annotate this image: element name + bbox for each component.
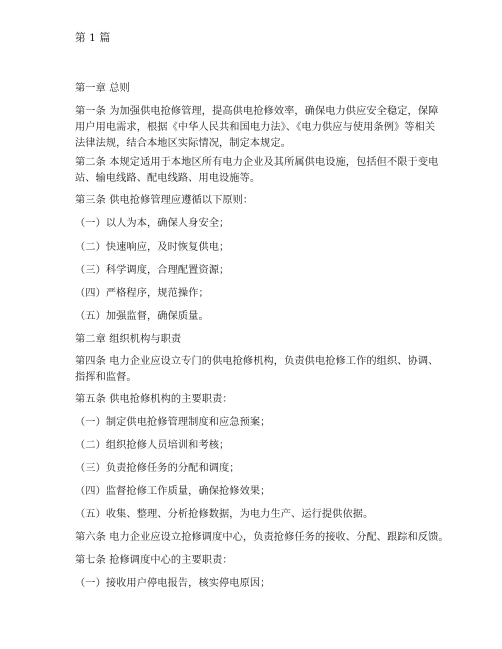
article-1-line-1: 第一条 为加强供电抢修管理，提高供电抢修效率，确保电力供应安全稳定，保障 bbox=[75, 106, 439, 117]
article-1-line-3: 法律法规，结合本地区实际情况，制定本规定。 bbox=[75, 138, 292, 149]
article-7-title: 第七条 抢修调度中心的主要职责： bbox=[75, 555, 233, 566]
article-4-line-2: 指挥和监督。 bbox=[75, 372, 137, 383]
document-heading: 第 1 篇 bbox=[75, 32, 111, 44]
article-4-line-1: 第四条 电力企业应设立专门的供电抢修机构，负责供电抢修工作的组织、协调、 bbox=[75, 356, 439, 367]
article-5-item-2: （二）组织抢修人员培训和考核； bbox=[75, 440, 230, 451]
article-5-item-1: （一）制定供电抢修管理制度和应急预案； bbox=[75, 417, 271, 428]
article-5-title: 第五条 供电抢修机构的主要职责： bbox=[75, 394, 233, 405]
article-3-item-2: （二）快速响应，及时恢复供电； bbox=[75, 242, 230, 253]
article-1-line-2: 用户用电需求，根据《中华人民共和国电力法》、《电力供应与使用条例》等相关 bbox=[75, 122, 436, 133]
article-5-item-4: （四）监督抢修工作质量，确保抢修效果； bbox=[75, 486, 271, 497]
article-6-line-1: 第六条 电力企业应设立抢修调度中心，负责抢修任务的接收、分配、跟踪和反馈。 bbox=[75, 532, 449, 543]
article-3-item-5: （五）加强监督，确保质量。 bbox=[75, 311, 209, 322]
article-3-item-3: （三）科学调度，合理配置资源； bbox=[75, 265, 230, 276]
article-2-line-2: 站、输电线路、配电线路、用电设施等。 bbox=[75, 173, 261, 184]
article-5-item-5: （五）收集、整理、分析抢修数据，为电力生产、运行提供依据。 bbox=[75, 509, 374, 520]
article-7-item-1: （一）接收用户停电报告，核实停电原因； bbox=[75, 578, 271, 589]
chapter-2-title: 第二章 组织机构与职责 bbox=[75, 334, 182, 345]
article-3-item-1: （一）以人为本，确保人身安全； bbox=[75, 218, 230, 229]
article-2-line-1: 第二条 本规定适用于本地区所有电力企业及其所属供电设施，包括但不限于变电 bbox=[75, 157, 439, 168]
article-3-title: 第三条 供电抢修管理应遵循以下原则： bbox=[75, 195, 254, 206]
article-5-item-3: （三）负责抢修任务的分配和调度； bbox=[75, 463, 240, 474]
article-3-item-4: （四）严格程序，规范操作； bbox=[75, 288, 209, 299]
chapter-1-title: 第一章 总则 bbox=[75, 83, 130, 94]
